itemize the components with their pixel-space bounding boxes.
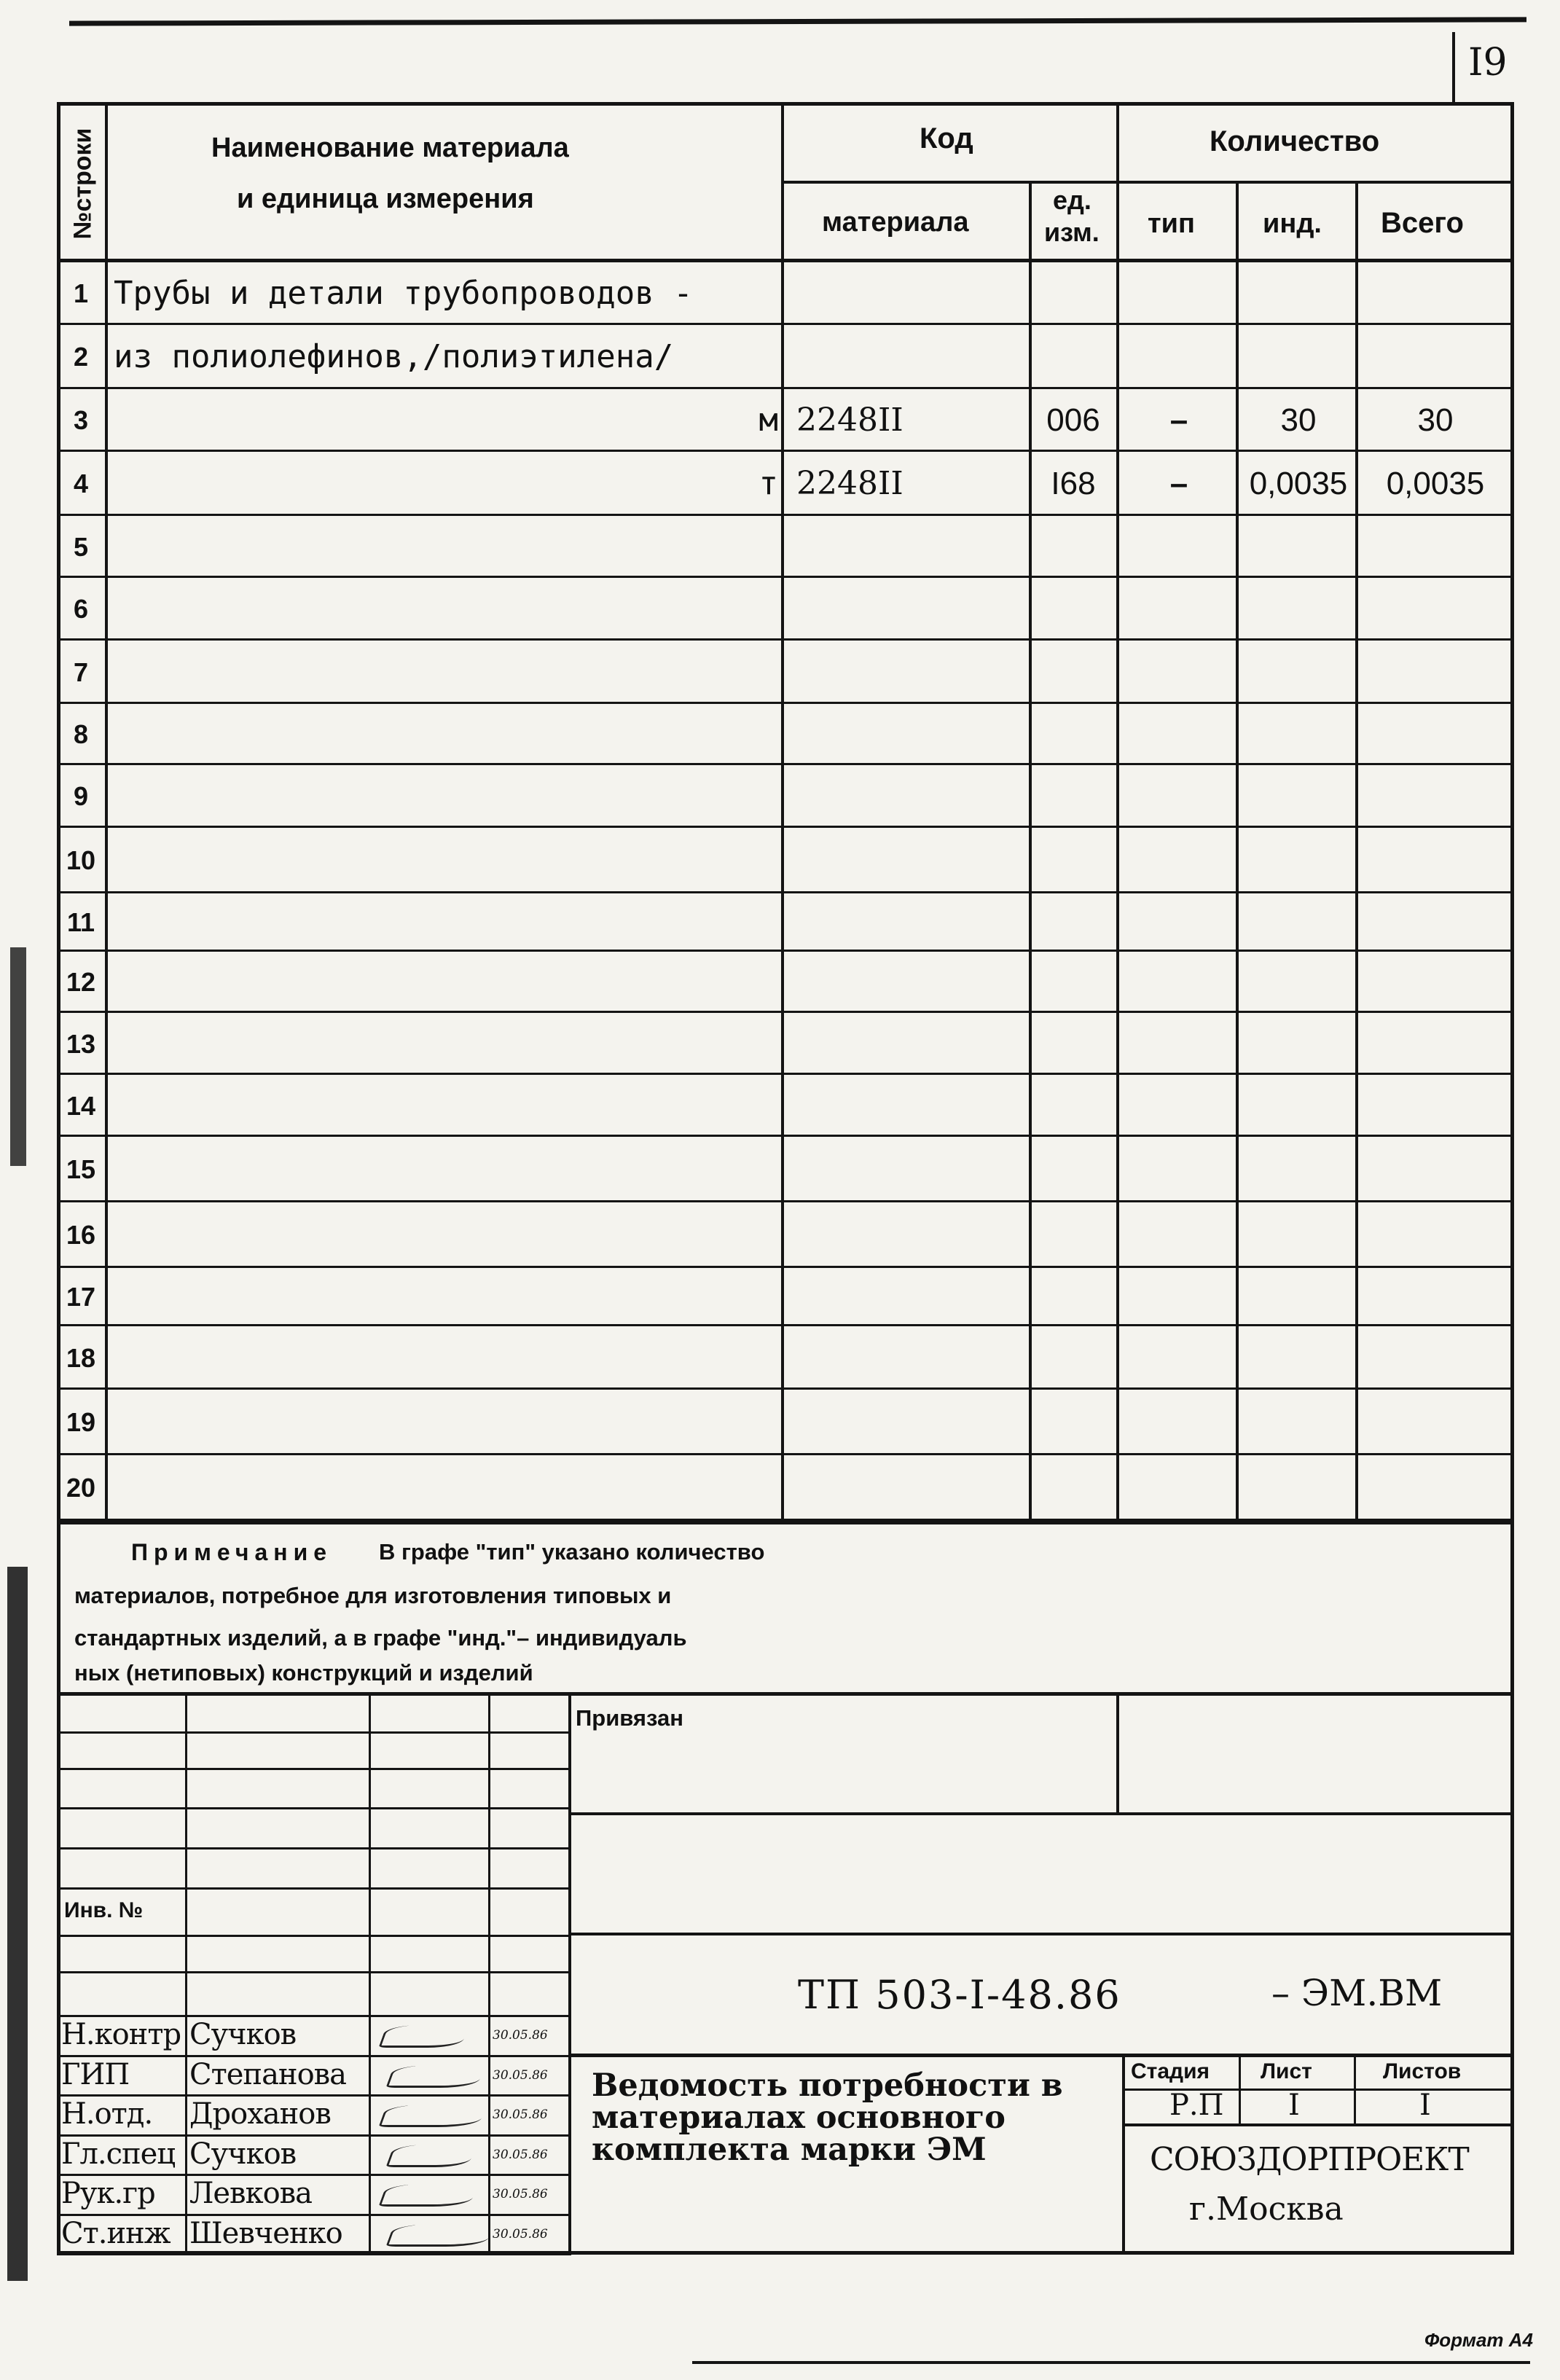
signature-row-line <box>57 2214 571 2216</box>
table-row <box>57 452 1514 516</box>
qty-ind-header: инд. <box>1263 208 1322 239</box>
material-unit <box>713 1137 778 1202</box>
sign-date: 30.05.86 <box>493 2028 548 2043</box>
privyazan-divider <box>1116 1696 1119 1812</box>
qty-ind <box>1239 1137 1358 1202</box>
row-number: 4 <box>73 469 89 498</box>
material-name <box>114 1326 769 1390</box>
row-number: 17 <box>66 1282 96 1312</box>
qty-ind <box>1239 1202 1358 1268</box>
qty-type <box>1119 704 1239 765</box>
title-grid-line <box>57 1731 571 1734</box>
material-name <box>114 389 769 452</box>
signature-row-line <box>57 2134 571 2137</box>
qty-total <box>1358 1326 1513 1390</box>
title-grid-line <box>57 1807 571 1809</box>
qty-ind <box>1239 952 1358 1013</box>
doc-title-line2: материалах основного <box>592 2099 1006 2136</box>
material-unit <box>713 1075 778 1137</box>
table-row <box>57 578 1514 641</box>
qty-total <box>1358 641 1513 704</box>
row-number: 1 <box>73 278 89 308</box>
vline-unit <box>1116 102 1119 1521</box>
signature-row-line <box>57 2253 571 2255</box>
doc-title-line3: комплекта марки ЭМ <box>592 2132 987 2168</box>
unit-code <box>1032 765 1115 828</box>
qty-type <box>1119 828 1239 893</box>
sign-date: 30.05.86 <box>493 2227 548 2242</box>
qty-ind <box>1239 1013 1358 1075</box>
material-code <box>796 952 1015 1013</box>
doc-code: ТП 503-I-48.86 <box>798 1972 1121 2018</box>
qty-type <box>1119 1390 1239 1455</box>
note-line2: материалов, потребное для изготовления типовых и <box>74 1583 672 1608</box>
city: г.Москва <box>1189 2191 1344 2228</box>
scan-artifact-1 <box>10 947 26 1166</box>
vline-ind <box>1355 181 1358 1521</box>
doc-title-line1: Ведомость потребности в <box>592 2067 1063 2104</box>
header-subline <box>781 181 1514 184</box>
qty-total-header: Всего <box>1381 207 1464 239</box>
qty-type <box>1119 516 1239 578</box>
qty-type <box>1119 952 1239 1013</box>
code-header: Код <box>920 122 973 154</box>
material-unit: т <box>759 465 778 502</box>
material-unit <box>713 1268 778 1326</box>
note-bottom-line <box>57 1692 1514 1696</box>
unit-code: I68 <box>1051 466 1096 501</box>
table-row <box>57 641 1514 704</box>
unit-code <box>1032 1013 1115 1075</box>
handwritten-signature <box>378 2105 486 2127</box>
material-code <box>796 1326 1015 1390</box>
material-code <box>796 828 1015 893</box>
qty-ind <box>1239 325 1358 389</box>
signer-name: Левкова <box>189 2177 313 2210</box>
qty-total: 30 <box>1417 402 1454 438</box>
vline-name <box>781 102 784 1521</box>
qty-total <box>1358 1202 1513 1268</box>
material-name <box>114 1455 769 1521</box>
row-number: 15 <box>66 1154 96 1184</box>
material-unit <box>713 578 778 641</box>
signer-name: Сучков <box>189 2018 297 2051</box>
signature-row-line <box>57 2174 571 2176</box>
top-edge-line <box>69 17 1526 26</box>
sign-date: 30.05.86 <box>493 2148 548 2162</box>
unit-code <box>1032 828 1115 893</box>
handwritten-signature <box>385 2224 493 2247</box>
doc-code-bottom <box>571 2054 1514 2057</box>
material-code <box>796 1202 1015 1268</box>
table-row <box>57 1075 1514 1137</box>
note-line3: стандартных изделий, а в графе "инд."– индивидуаль <box>74 1625 687 1651</box>
stage-box-bottom <box>1125 2123 1514 2126</box>
row-number: 13 <box>66 1029 96 1059</box>
material-name: из полиолефинов,/полиэтилена/ <box>114 338 674 375</box>
table-row <box>57 262 1514 325</box>
qty-total <box>1358 1390 1513 1455</box>
qty-type <box>1119 578 1239 641</box>
table-row <box>57 325 1514 389</box>
table-row <box>57 1268 1514 1326</box>
qty-ind <box>1239 1455 1358 1521</box>
signature-row-line <box>57 2055 571 2057</box>
qty-type <box>1119 1268 1239 1326</box>
sign-date: 30.05.86 <box>493 2187 548 2201</box>
row-number: 18 <box>66 1343 96 1373</box>
material-name <box>114 828 769 893</box>
doc-mark: – ЭМ.ВМ <box>1271 1972 1443 2014</box>
sign-date: 30.05.86 <box>493 2068 548 2083</box>
vline-rowno <box>105 102 108 1521</box>
scan-artifact-2 <box>7 1567 28 2281</box>
row-number: 10 <box>66 845 96 875</box>
bottom-edge-line <box>692 2361 1530 2364</box>
qty-type <box>1119 1202 1239 1268</box>
note-label: Примечание <box>131 1539 333 1565</box>
qty-type <box>1119 1013 1239 1075</box>
qty-total <box>1358 828 1513 893</box>
table-row <box>57 893 1514 952</box>
material-code <box>796 704 1015 765</box>
material-name <box>114 1013 769 1075</box>
qty-total <box>1358 765 1513 828</box>
material-code <box>796 1455 1015 1521</box>
row-number: 20 <box>66 1473 96 1503</box>
organization: СОЮЗДОРПРОЕКТ <box>1150 2141 1469 2178</box>
row-number: 9 <box>73 781 89 811</box>
signer-name: Дроханов <box>189 2097 331 2131</box>
material-name <box>114 704 769 765</box>
material-unit <box>713 1390 778 1455</box>
unit-code <box>1032 578 1115 641</box>
doc-title <box>592 2067 1063 2168</box>
title-grid-line <box>57 1768 571 1770</box>
qty-ind <box>1239 641 1358 704</box>
row-number: 19 <box>66 1407 96 1437</box>
unit-code <box>1032 262 1115 325</box>
stage-label: Стадия <box>1131 2059 1210 2083</box>
row-number: 11 <box>66 907 95 937</box>
material-unit <box>713 1013 778 1075</box>
unit-code <box>1032 1390 1115 1455</box>
material-code <box>796 893 1015 952</box>
sign-date: 30.05.86 <box>493 2107 548 2122</box>
qty-total <box>1358 893 1513 952</box>
qty-total <box>1358 1137 1513 1202</box>
material-name: Трубы и детали трубопроводов - <box>114 275 693 312</box>
tb-vline-1 <box>185 1696 187 2255</box>
qty-total <box>1358 1075 1513 1137</box>
row-no-header <box>61 109 105 259</box>
privyazan-bottom <box>571 1812 1514 1815</box>
unit-code <box>1032 1137 1115 1202</box>
signer-role: Рук.гр <box>61 2177 155 2210</box>
qty-total <box>1358 262 1513 325</box>
material-name <box>114 765 769 828</box>
signer-role: Н.отд. <box>61 2097 153 2131</box>
materials-table <box>57 262 1514 1521</box>
row-number: 7 <box>73 657 89 687</box>
table-row <box>57 765 1514 828</box>
qty-type <box>1119 893 1239 952</box>
table-row <box>57 1202 1514 1268</box>
qty-ind: 0,0035 <box>1249 466 1348 501</box>
material-unit <box>713 641 778 704</box>
title-grid-line <box>57 1971 571 1973</box>
qty-type <box>1119 262 1239 325</box>
signer-name: Степанова <box>189 2058 347 2091</box>
material-name <box>114 1137 769 1202</box>
row-number: 16 <box>66 1220 96 1250</box>
material-unit <box>713 765 778 828</box>
title-grid-line <box>57 1935 571 1937</box>
material-name <box>114 1202 769 1268</box>
table-row <box>57 952 1514 1013</box>
unit-code <box>1032 952 1115 1013</box>
signer-role: Ст.инж <box>61 2217 170 2250</box>
qty-total <box>1358 578 1513 641</box>
quantity-header: Количество <box>1210 125 1380 157</box>
table-row <box>57 389 1514 452</box>
qty-ind <box>1239 1326 1358 1390</box>
qty-ind <box>1239 1268 1358 1326</box>
qty-ind <box>1239 704 1358 765</box>
qty-ind <box>1239 828 1358 893</box>
material-unit <box>713 1326 778 1390</box>
unit-header-line1: ед. <box>1053 185 1091 215</box>
signer-role: ГИП <box>61 2058 130 2091</box>
sheets-label: Листов <box>1383 2059 1462 2083</box>
title-grid-line <box>57 2015 571 2017</box>
stage-value: Р.П <box>1169 2089 1224 2122</box>
unit-code: 006 <box>1046 402 1100 438</box>
row-no-label: №строки <box>68 128 97 240</box>
qty-total <box>1358 1455 1513 1521</box>
material-code: 2248II <box>796 402 904 439</box>
signature-row-line <box>57 2094 571 2097</box>
material-unit <box>713 516 778 578</box>
qty-total: 0,0035 <box>1386 466 1485 501</box>
material-name <box>114 578 769 641</box>
qty-type <box>1119 641 1239 704</box>
sheet-label: Лист <box>1261 2059 1312 2083</box>
unit-code <box>1032 1075 1115 1137</box>
unit-code <box>1032 704 1115 765</box>
qty-total <box>1358 516 1513 578</box>
title-grid-line <box>57 1847 571 1849</box>
name-header-line1: Наименование материала <box>211 133 569 163</box>
material-name <box>114 1390 769 1455</box>
qty-type <box>1119 1137 1239 1202</box>
qty-total <box>1358 952 1513 1013</box>
material-code <box>796 516 1015 578</box>
material-code <box>796 1013 1015 1075</box>
vline-code <box>1029 181 1032 1521</box>
sheet-value: I <box>1288 2089 1300 2122</box>
title-grid-line <box>57 1887 571 1890</box>
qty-total <box>1358 704 1513 765</box>
signer-name: Сучков <box>189 2137 297 2171</box>
qty-ind <box>1239 893 1358 952</box>
tb-vline-2 <box>369 1696 371 2255</box>
material-code <box>796 641 1015 704</box>
qty-type: – <box>1169 402 1188 438</box>
material-unit <box>713 893 778 952</box>
sheet-number: I9 <box>1468 41 1508 85</box>
qty-type <box>1119 1455 1239 1521</box>
signer-name: Шевченко <box>189 2217 342 2250</box>
material-name <box>114 893 769 952</box>
unit-code <box>1032 1326 1115 1390</box>
table-row <box>57 1390 1514 1455</box>
note-line4: ных (нетиповых) конструкций и изделий <box>74 1660 533 1686</box>
unit-code <box>1032 641 1115 704</box>
qty-type <box>1119 1326 1239 1390</box>
table-row <box>57 1455 1514 1521</box>
qty-ind <box>1239 578 1358 641</box>
name-header-line2: и единица измерения <box>237 184 534 214</box>
material-code <box>796 262 1015 325</box>
unit-code <box>1032 1268 1115 1326</box>
material-name <box>114 452 769 516</box>
row-number: 3 <box>73 405 89 435</box>
qty-type-header: тип <box>1148 208 1195 239</box>
qty-type <box>1119 325 1239 389</box>
signer-role: Н.контр <box>61 2018 181 2051</box>
material-unit <box>713 325 778 389</box>
qty-ind <box>1239 262 1358 325</box>
stage-box-left <box>1122 2054 1125 2255</box>
material-unit <box>713 704 778 765</box>
table-row <box>57 516 1514 578</box>
material-unit <box>713 1455 778 1521</box>
material-code <box>796 325 1015 389</box>
row-number: 2 <box>73 342 89 372</box>
material-name <box>114 1075 769 1137</box>
material-unit <box>713 262 778 325</box>
qty-type: – <box>1169 466 1188 501</box>
format-label: Формат А4 <box>1424 2329 1533 2351</box>
table-row <box>57 1013 1514 1075</box>
unit-code <box>1032 325 1115 389</box>
unit-code <box>1032 1455 1115 1521</box>
material-code <box>796 1268 1015 1326</box>
material-name <box>114 516 769 578</box>
material-name <box>114 1268 769 1326</box>
material-name <box>114 952 769 1013</box>
material-code <box>796 1075 1015 1137</box>
unit-header-line2: изм. <box>1044 217 1100 247</box>
material-unit <box>713 1202 778 1268</box>
table-row <box>57 1137 1514 1202</box>
row-number: 12 <box>66 967 96 997</box>
material-unit <box>713 952 778 1013</box>
row-number: 8 <box>73 719 89 749</box>
unit-code <box>1032 893 1115 952</box>
qty-ind <box>1239 1075 1358 1137</box>
sheet-box-left <box>1452 32 1455 102</box>
row-number: 5 <box>73 532 89 562</box>
material-code <box>796 765 1015 828</box>
material-code: 2248II <box>796 465 904 502</box>
qty-ind <box>1239 516 1358 578</box>
qty-ind <box>1239 765 1358 828</box>
sheets-value: I <box>1419 2089 1431 2122</box>
qty-ind <box>1239 1390 1358 1455</box>
qty-type <box>1119 1075 1239 1137</box>
material-name <box>114 641 769 704</box>
tb-vline-3 <box>488 1696 490 2255</box>
vline-type <box>1236 181 1239 1521</box>
qty-total <box>1358 1268 1513 1326</box>
table-bottom-line <box>57 1521 1514 1524</box>
tb-vline-4 <box>568 1696 571 2255</box>
table-row <box>57 1326 1514 1390</box>
qty-ind: 30 <box>1280 402 1317 438</box>
signer-role: Гл.спец <box>61 2137 176 2171</box>
inv-no-label: Инв. № <box>64 1898 144 1922</box>
material-unit <box>713 828 778 893</box>
unit-code <box>1032 516 1115 578</box>
qty-total <box>1358 325 1513 389</box>
row-number: 14 <box>66 1091 96 1121</box>
material-code <box>796 1390 1015 1455</box>
material-code <box>796 578 1015 641</box>
note-line1: В графе "тип" указано количество <box>379 1539 765 1565</box>
material-code <box>796 1137 1015 1202</box>
doc-code-top <box>571 1933 1514 1935</box>
row-number: 6 <box>73 594 89 624</box>
privyazan-label: Привязан <box>576 1705 683 1731</box>
unit-code <box>1032 1202 1115 1268</box>
table-row <box>57 704 1514 765</box>
material-unit: м <box>759 402 778 439</box>
qty-total <box>1358 1013 1513 1075</box>
qty-type <box>1119 765 1239 828</box>
code-material-header: материала <box>822 207 969 238</box>
table-row <box>57 828 1514 893</box>
